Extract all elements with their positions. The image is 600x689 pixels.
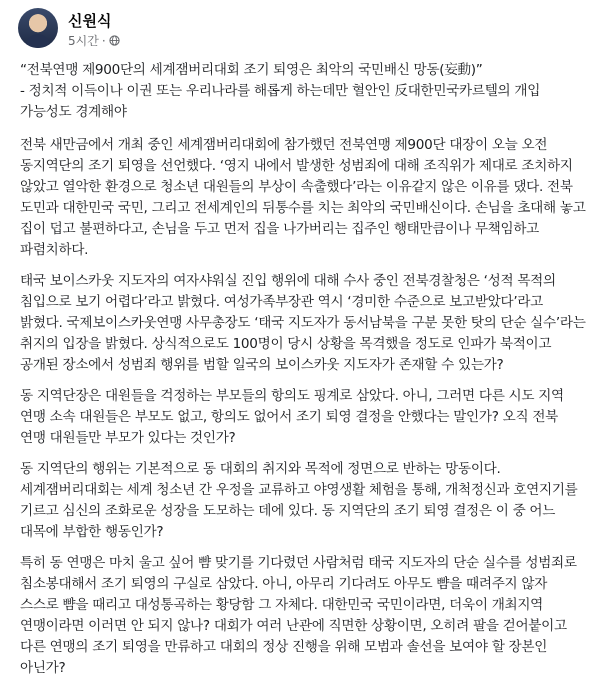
post-body — [20, 60, 586, 689]
globe-icon[interactable] — [109, 35, 120, 46]
post-headline: “전북연맹 제900단의 세계잼버리대회 조기 퇴영은 최악의 국민배신 망동(妄動)” — [20, 62, 483, 78]
meta-separator: · — [101, 33, 106, 48]
paragraph-4: 동 지역단의 행위는 기본적으로 동 대회의 취지와 목적에 정면으로 반하는 망동이다. 세계잼버리대회는 세계 청소년 간 우정을 교류하고 야영생활 체험을 통해, 개척정신과 호연지기를 기르고 심신의 조화로운 성장을 도모하는 데에 있다. 동 지역단의 조기 퇴영 결정은 이 중 어느 대목에 부합한 행동인가? — [20, 461, 578, 540]
post-meta — [68, 32, 120, 49]
paragraph-1: 전북 새만금에서 개최 중인 세계잼버리대회에 참가했던 전북연맹 제900단 대장이 오늘 오전 동지역단의 조기 퇴영을 선언했다. ‘영지 내에서 발생한 성범죄에 대해 조직위가 제대로 조치하지 않았고 열악한 환경으로 청소년 대원들의 부상이 속출했다’라는 이유같지 않은 이유를 댔다. 전북 도민과 대한민국 국민, 그리고 전세계인의 뒤통수를 치는 최악의 국민배신이다. 손님을 초대해 놓고 집이 덥고 불편하다고, 손님을 두고 먼저 집을 나가버리는 집주인 행태만큼이나 무책임하고 파렴치하다. — [20, 137, 586, 258]
post-timestamp[interactable]: 5시간 — [68, 34, 99, 48]
post-subheadline: - 정치적 이득이나 이권 또는 우리나라를 해롭게 하는데만 혈안인 反대한민국카르텔의 개입 가능성도 경계해야 — [20, 83, 541, 120]
paragraph-5: 특히 동 연맹은 마치 울고 싶어 뺨 맞기를 기다렸던 사람처럼 태국 지도자의 단순 실수를 성범죄로 침소봉대해서 조기 퇴영의 구실로 삼았다. 아니, 아무리 기다려도 아무도 뺨을 때려주지 않자 스스로 뺨을 때리고 대성통곡하는 황당함 그 자체다. 대한민국 국민이라면, 더욱이 개최지역 연맹이라면 이러면 안 되지 않나? 대회가 여러 난관에 직면한 상황이면, 오히려 팔을 걷어붙이고 다른 연맹의 조기 퇴영을 만류하고 대회의 정상 진행을 위해 모범과 솔선을 보여야 할 장본인 아닌가? — [20, 555, 577, 676]
paragraph-2: 태국 보이스카웃 지도자의 여자샤워실 진입 행위에 대해 수사 중인 전북경찰청은 ‘성적 목적의 침입으로 보기 어렵다’라고 밝혔다. 여성가족부장관 역시 ‘경미한 수준으로 보고받았다’라고 밝혔다. 국제보이스카웃연맹 사무총장도 ‘태국 지도자가 동서남북을 구분 못한 탓의 단순 실수’라는 취지의 입장을 밝혔다. 상식적으로도 100명이 당시 상황을 목격했을 정도로 인파가 북적이고 공개된 장소에서 성범죄 행위를 범할 일국의 보이스카웃 지도자가 존재할 수 있는가? — [20, 273, 586, 373]
author-avatar[interactable] — [18, 8, 58, 48]
paragraph-3: 동 지역단장은 대원들을 걱정하는 부모들의 항의도 핑계로 삼았다. 아니, 그러면 다른 시도 지역 연맹 소속 대원들은 부모도 없고, 항의도 없어서 조기 퇴영 결정을 안했다는 말인가? 오직 전북 연맹 대원들만 부모가 있다는 것인가? — [20, 388, 564, 446]
post-header — [18, 8, 578, 58]
author-name[interactable]: 신원식 — [68, 12, 112, 30]
